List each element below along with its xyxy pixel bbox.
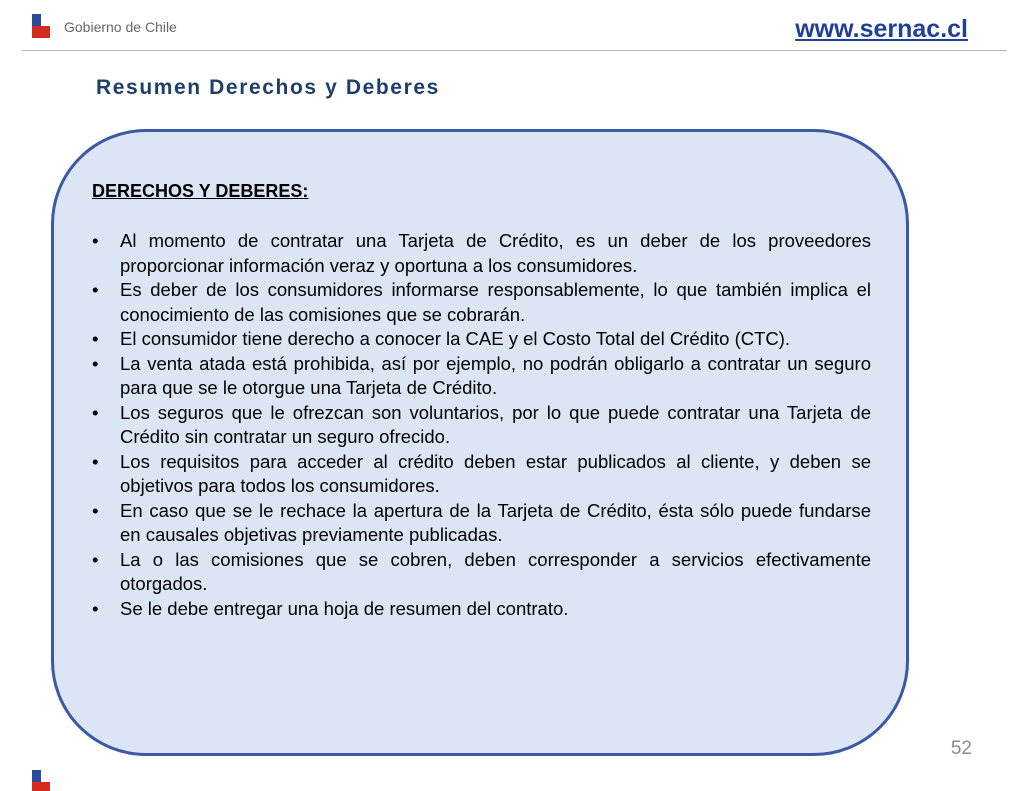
list-item <box>92 278 871 327</box>
rights-duties-list <box>92 229 871 621</box>
chile-flag-logo <box>32 14 50 38</box>
list-item-text: Es deber de los consumidores informarse responsablemente, lo que también implica el conocimiento de las comisiones que se cobrarán. <box>120 279 871 325</box>
list-item <box>92 352 871 401</box>
list-item <box>92 548 871 597</box>
list-item <box>92 499 871 548</box>
list-item-text: Al momento de contratar una Tarjeta de Crédito, es un deber de los proveedores proporcionar información veraz y oportuna a los consumidores. <box>120 230 871 276</box>
bullet-icon: • <box>92 499 99 521</box>
bullet-icon: • <box>92 548 99 570</box>
section-heading: DERECHOS Y DEBERES: <box>92 181 309 201</box>
list-item <box>92 401 871 450</box>
bullet-icon: • <box>92 597 99 619</box>
bullet-icon: • <box>92 352 99 374</box>
list-item-text: En caso que se le rechace la apertura de la Tarjeta de Crédito, ésta sólo puede fundarse en causales objetivas previamente publicadas. <box>120 499 871 545</box>
sernac-website-link[interactable]: www.sernac.cl <box>795 15 968 43</box>
bullet-icon: • <box>92 230 99 251</box>
chile-flag-footer-logo <box>32 770 50 791</box>
list-item <box>92 229 871 278</box>
list-item <box>92 597 871 622</box>
page-title: Resumen Derechos y Deberes <box>96 76 440 99</box>
bullet-icon: • <box>92 279 99 300</box>
government-label: Gobierno de Chile <box>64 19 177 35</box>
list-item <box>92 327 871 352</box>
list-item <box>92 450 871 499</box>
page-number: 52 <box>950 738 972 759</box>
list-item-text: Se le debe entregar una hoja de resumen del contrato. <box>120 597 569 619</box>
bullet-icon: • <box>92 450 99 472</box>
bullet-icon: • <box>92 328 99 349</box>
list-item-text: La o las comisiones que se cobren, deben corresponder a servicios efectivamente otorgados. <box>120 548 871 594</box>
header-divider <box>22 50 1007 51</box>
list-item-text: Los seguros que le ofrezcan son voluntarios, por lo que puede contratar una Tarjeta de Crédito sin contratar un seguro ofrecido. <box>120 401 871 447</box>
list-item-text: Los requisitos para acceder al crédito deben estar publicados al cliente, y deben se objetivos para todos los consumidores. <box>120 450 871 496</box>
list-item-text: La venta atada está prohibida, así por ejemplo, no podrán obligarlo a contratar un seguro para que se le otorgue una Tarjeta de Crédito. <box>120 352 871 398</box>
list-item-text: El consumidor tiene derecho a conocer la CAE y el Costo Total del Crédito (CTC). <box>120 328 791 349</box>
bullet-icon: • <box>92 401 99 423</box>
